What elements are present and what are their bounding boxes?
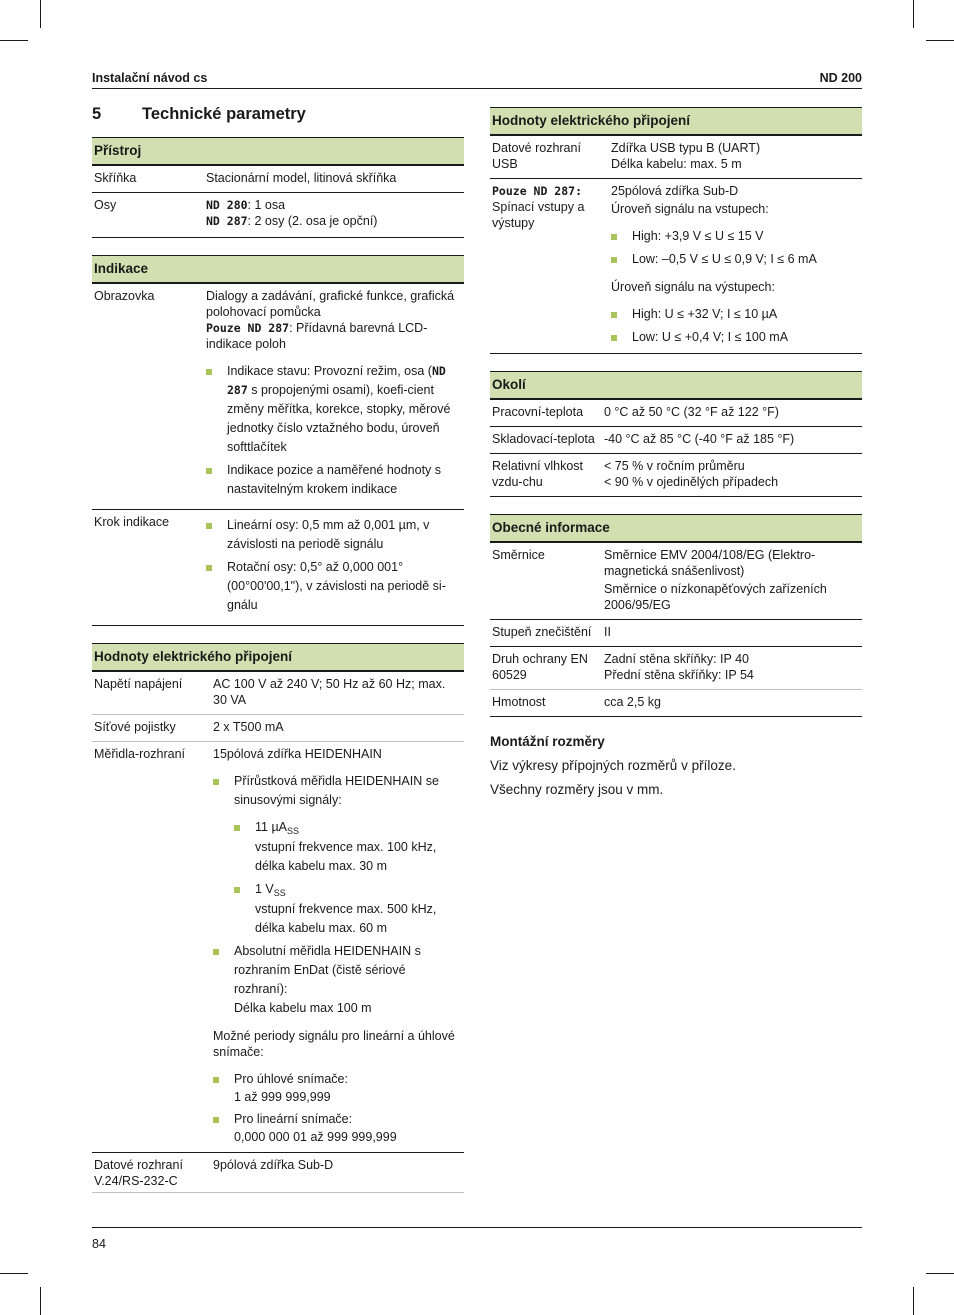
periody-text: Možné periody signálu pro lineární a úhlové snímače: [213, 1029, 455, 1059]
table-row [490, 689, 862, 716]
row-value: 0 °C až 50 °C (32 °F až 122 °F) [604, 405, 779, 419]
directive-line: Směrnice EMV 2004/108/EG (Elektro-magnetická snášenlivost) [604, 548, 816, 578]
subsection-heading: Montážní rozměry [490, 734, 605, 749]
table-header: Hodnoty elektrického připojení [490, 107, 862, 135]
list-item: Indikace pozice a naměřené hodnoty s nastavitelným krokem indikace [206, 461, 462, 499]
axis-text: : 2 osy (2. osa je opční) [247, 214, 378, 228]
protection-line: Přední stěna skříňky: IP 54 [604, 668, 754, 682]
row-value: -40 °C až 85 °C (-40 °F až 185 °F) [604, 432, 795, 446]
list-item [234, 880, 462, 938]
humidity-line: < 75 % v ročním průměru [604, 459, 745, 473]
table-row [490, 453, 862, 496]
table-row [92, 741, 464, 1152]
table-row [92, 192, 464, 237]
row-key: Datové rozhraní USB [492, 141, 581, 171]
row-key: Stupeň znečištění [492, 625, 592, 639]
signal-text: vstupní frekvence max. 100 kHz, délka kabelu max. 30 m [255, 840, 437, 873]
row-value: 9pólová zdířka Sub-D [213, 1158, 334, 1172]
table-elektricke-right [490, 107, 862, 354]
section-heading [92, 106, 464, 129]
row-value [602, 454, 862, 496]
table-row [490, 135, 862, 178]
protection-line: Zadní stěna skříňky: IP 40 [604, 652, 749, 666]
model-name: ND 287 [206, 214, 248, 228]
row-value [602, 543, 862, 619]
list-item: Low: U ≤ +0,4 V; I ≤ 100 mA [611, 328, 860, 347]
table-row [92, 671, 464, 714]
paragraph: Viz výkresy přípojných rozměrů v příloze. [490, 758, 736, 773]
row-value: II [604, 625, 611, 639]
table-header: Obecné informace [490, 514, 862, 542]
row-value [204, 510, 464, 625]
table-row [490, 399, 862, 426]
table-row [490, 542, 862, 619]
table-row [490, 178, 862, 353]
bullet-text: Délka kabelu max 100 m [234, 1001, 372, 1015]
table-obecne [490, 514, 862, 717]
row-key: Směrnice [492, 548, 545, 562]
model-name: Pouze ND 287: [492, 184, 583, 198]
row-value: cca 2,5 kg [604, 695, 661, 709]
row-key: Krok indikace [94, 515, 170, 529]
table-row [92, 283, 464, 509]
row-key: Hmotnost [492, 695, 546, 709]
table-row [490, 646, 862, 689]
list-item [213, 942, 462, 1018]
directive-line: Směrnice o nízkonapěťových zařízeních 2006/95/EG [604, 582, 827, 612]
list-item: High: U ≤ +32 V; I ≤ 10 µA [611, 305, 860, 324]
level-heading: Úroveň signálu na vstupech: [611, 202, 769, 216]
row-key: Měřidla-rozhraní [94, 747, 186, 761]
crop-mark [0, 40, 28, 41]
row-key: Obrazovka [94, 289, 155, 303]
bullet-text: Pro úhlové snímače: [234, 1072, 348, 1086]
list-item [213, 1070, 462, 1106]
list-item [213, 1110, 462, 1146]
bullet-text: 1 až 999 999,999 [234, 1090, 331, 1104]
row-value [602, 647, 862, 689]
crop-mark [926, 40, 954, 41]
crop-mark [913, 0, 914, 28]
bullet-text: Indikace stavu: Provozní režim, osa ( [227, 364, 432, 378]
left-column [92, 106, 464, 1210]
row-value [204, 284, 464, 509]
usb-line: Délka kabelu: max. 5 m [611, 157, 742, 171]
bullet-text: Absolutní měřidla HEIDENHAIN s rozhraním EnDat (čistě sériové rozhraní): [234, 944, 421, 996]
table-row [490, 619, 862, 646]
row-key: Druh ochrany EN 60529 [492, 652, 588, 682]
table-row [92, 509, 464, 625]
row-value: 2 x T500 mA [213, 720, 284, 734]
paragraph: Všechny rozměry jsou v mm. [490, 782, 664, 797]
obrazovka-only-text: : Přídavná barevná LCD-indikace poloh [206, 321, 428, 351]
level-heading: Úroveň signálu na výstupech: [611, 280, 775, 294]
table-row [92, 165, 464, 192]
signal-value: 11 µA [255, 820, 287, 834]
right-column [490, 107, 862, 798]
axis-text: : 1 osa [247, 198, 286, 212]
list-item [213, 772, 462, 938]
row-key: Relativní vlhkost vzdu-chu [492, 459, 584, 489]
crop-mark [913, 1287, 914, 1315]
bullet-text: s propojenými osami), koefi-cient změny měřítka, korekce, stopky, měrové jednotky číslo vztažného bodu, úroveň softtlačítek [227, 383, 451, 454]
humidity-line: < 90 % v ojedinělých případech [604, 475, 779, 489]
bullet-text: Pro lineární snímače: [234, 1112, 353, 1126]
signal-text: vstupní frekvence max. 500 kHz, délka kabelu max. 60 m [255, 902, 437, 935]
row-key: Skříňka [94, 171, 137, 185]
row-key: Osy [94, 198, 117, 212]
row-value: Stacionární model, litinová skříňka [206, 171, 397, 185]
meridla-line: 15pólová zdířka HEIDENHAIN [213, 747, 382, 761]
obrazovka-line: Dialogy a zadávání, grafické funkce, grafická polohovací pomůcka [206, 289, 455, 319]
list-item: Rotační osy: 0,5° až 0,000 001° (00°00'00,1"), v závislosti na periodě si-gnálu [206, 558, 462, 615]
list-item [206, 362, 462, 457]
signal-subscript: SS [287, 826, 300, 836]
table-row [490, 426, 862, 453]
section-title: Technické parametry [142, 105, 306, 123]
row-key [490, 179, 609, 353]
model-name: ND 287 [227, 364, 446, 397]
row-key: Datové rozhraní V.24/RS-232-C [94, 1158, 183, 1188]
row-value: AC 100 V až 240 V; 50 Hz až 60 Hz; max. 30 VA [213, 677, 446, 707]
model-name: ND 280 [206, 198, 248, 212]
header-doc-title: Instalační návod cs [92, 71, 208, 85]
usb-line: Zdířka USB typu B (UART) [611, 141, 761, 155]
bullet-text: Přírůstková měřidla HEIDENHAIN se sinusovými signály: [234, 774, 439, 807]
running-footer [92, 1227, 862, 1252]
row-key: Skladovací-teplota [492, 432, 595, 446]
running-header [92, 69, 862, 89]
crop-mark [0, 1273, 28, 1274]
model-name: Pouze ND 287 [206, 321, 290, 335]
list-item: Low: –0,5 V ≤ U ≤ 0,9 V; I ≤ 6 mA [611, 250, 860, 269]
row-key-text: Spínací vstupy a výstupy [492, 200, 585, 230]
row-value [204, 193, 464, 237]
table-row [92, 1152, 464, 1192]
table-elektricke-left [92, 643, 464, 1193]
row-value [609, 136, 862, 178]
table-okoli [490, 371, 862, 497]
row-key: Pracovní-teplota [492, 405, 584, 419]
subd-line: 25pólová zdířka Sub-D [611, 184, 739, 198]
crop-mark [40, 1287, 41, 1315]
table-header: Přístroj [92, 137, 464, 165]
bullet-text: 0,000 000 01 až 999 999,999 [234, 1130, 397, 1144]
table-header: Indikace [92, 255, 464, 283]
table-row [92, 714, 464, 741]
row-value [609, 179, 862, 353]
list-item [234, 818, 462, 876]
table-header: Okolí [490, 371, 862, 399]
row-key: Napětí napájení [94, 677, 183, 691]
section-number: 5 [92, 105, 102, 123]
table-pristroj [92, 137, 464, 238]
row-value [211, 742, 464, 1152]
table-indikace [92, 255, 464, 626]
page-number: 84 [92, 1237, 106, 1251]
list-item: Lineární osy: 0,5 mm až 0,001 µm, v závislosti na periodě signálu [206, 516, 462, 554]
table-header: Hodnoty elektrického připojení [92, 643, 464, 671]
signal-subscript: SS [273, 888, 286, 898]
row-key: Síťové pojistky [94, 720, 176, 734]
signal-value: 1 V [255, 882, 274, 896]
list-item: High: +3,9 V ≤ U ≤ 15 V [611, 227, 860, 246]
crop-mark [926, 1273, 954, 1274]
crop-mark [40, 0, 41, 28]
header-model: ND 200 [819, 71, 862, 85]
